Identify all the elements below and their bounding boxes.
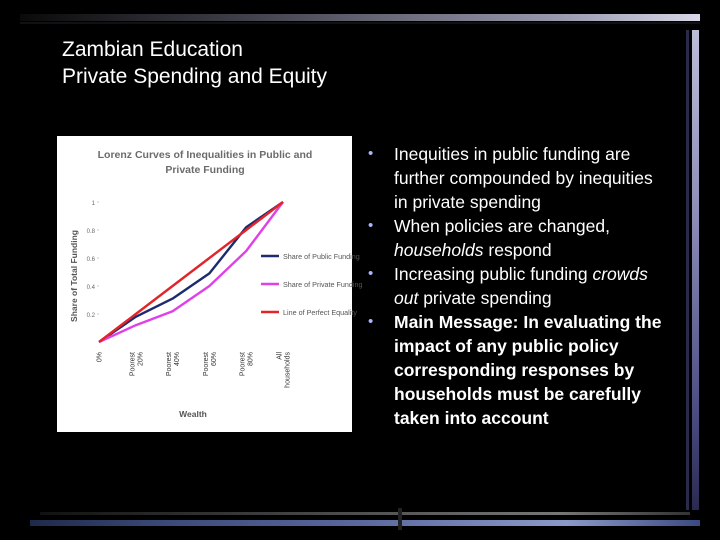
bullet-text-2a: When policies are changed, bbox=[394, 216, 610, 236]
y-tick-label: 1 bbox=[91, 201, 95, 207]
chart-title-line-2: Private Funding bbox=[165, 164, 245, 176]
x-tick-label bbox=[129, 352, 144, 376]
bullet-item-1 bbox=[366, 142, 666, 214]
chart-y-axis-label: Share of Total Funding bbox=[69, 230, 79, 322]
y-tick-label: 0.4 bbox=[86, 285, 95, 291]
y-tick-label: 0.2 bbox=[86, 313, 95, 319]
x-tick-label-part: 20% bbox=[137, 352, 145, 367]
chart-legend bbox=[261, 252, 363, 317]
slide-title bbox=[62, 36, 327, 90]
bullet-text-3a: Increasing public funding bbox=[394, 264, 588, 284]
top-decorative-line bbox=[20, 22, 700, 24]
bullet-item-2 bbox=[366, 214, 666, 262]
legend-label: Share of Private Funding bbox=[283, 280, 363, 289]
right-decorative-line bbox=[686, 30, 689, 510]
bullet-dot-icon: • bbox=[368, 145, 374, 162]
bottom-decorative-bar bbox=[30, 520, 700, 526]
bullet-text-2b: respond bbox=[488, 240, 552, 260]
bottom-notch bbox=[398, 508, 402, 530]
x-tick-label bbox=[203, 352, 218, 376]
x-tick-label-part: households bbox=[284, 352, 292, 388]
x-tick-label-part: Poorest bbox=[129, 352, 137, 377]
bottom-decorative-line bbox=[40, 512, 690, 515]
top-decorative-bar bbox=[20, 14, 700, 21]
bullet-text-3b: private spending bbox=[423, 288, 552, 308]
series-line bbox=[99, 202, 283, 342]
chart-title-line-1: Lorenz Curves of Inequalities in Public and bbox=[97, 149, 313, 161]
right-decorative-bar bbox=[692, 30, 699, 510]
x-tick-label-part: Poorest bbox=[166, 352, 174, 377]
bullet-dot-icon: • bbox=[368, 313, 374, 330]
x-tick-label-part: 40% bbox=[174, 352, 182, 367]
chart-x-axis-label: Wealth bbox=[179, 409, 207, 419]
y-tick-label: 0.8 bbox=[86, 229, 95, 235]
bullet-text-3-emphasis: crowds out bbox=[394, 264, 648, 308]
x-tick-label bbox=[240, 352, 255, 376]
legend-label: Line of Perfect Equality bbox=[283, 308, 357, 317]
bullet-text-4: Main Message: In evaluating the impact of any public policy corresponding responses by households must be carefully taken into account bbox=[394, 312, 662, 428]
bullet-text-2-emphasis: households bbox=[394, 240, 484, 260]
lorenz-chart bbox=[57, 136, 363, 432]
bullet-list bbox=[366, 142, 666, 430]
bullet-dot-icon: • bbox=[368, 265, 374, 282]
x-tick-label bbox=[166, 352, 181, 376]
chart-plot-area bbox=[87, 201, 292, 388]
x-tick-label bbox=[277, 352, 292, 388]
x-tick-label-part: 80% bbox=[247, 352, 255, 367]
bullet-dot-icon: • bbox=[368, 217, 374, 234]
slide-title-line-2: Private Spending and Equity bbox=[62, 65, 328, 88]
bullet-item-4 bbox=[366, 310, 666, 430]
bullet-item-3 bbox=[366, 262, 666, 310]
bullet-text-1: Inequities in public funding are further compounded by inequities in private spending bbox=[394, 144, 653, 212]
x-tick-label-part: Poorest bbox=[202, 352, 210, 377]
x-tick-label-part: 0% bbox=[96, 352, 104, 363]
x-tick-label-part: Poorest bbox=[239, 352, 247, 377]
x-tick-label bbox=[97, 352, 104, 362]
lorenz-chart-svg bbox=[57, 136, 363, 432]
x-tick-label-part: 60% bbox=[210, 352, 218, 367]
y-tick-label: 0.6 bbox=[86, 257, 95, 263]
slide-title-line-1: Zambian Education bbox=[62, 38, 243, 61]
x-tick-label-part: All bbox=[276, 352, 284, 360]
legend-label: Share of Public Funding bbox=[283, 252, 360, 261]
